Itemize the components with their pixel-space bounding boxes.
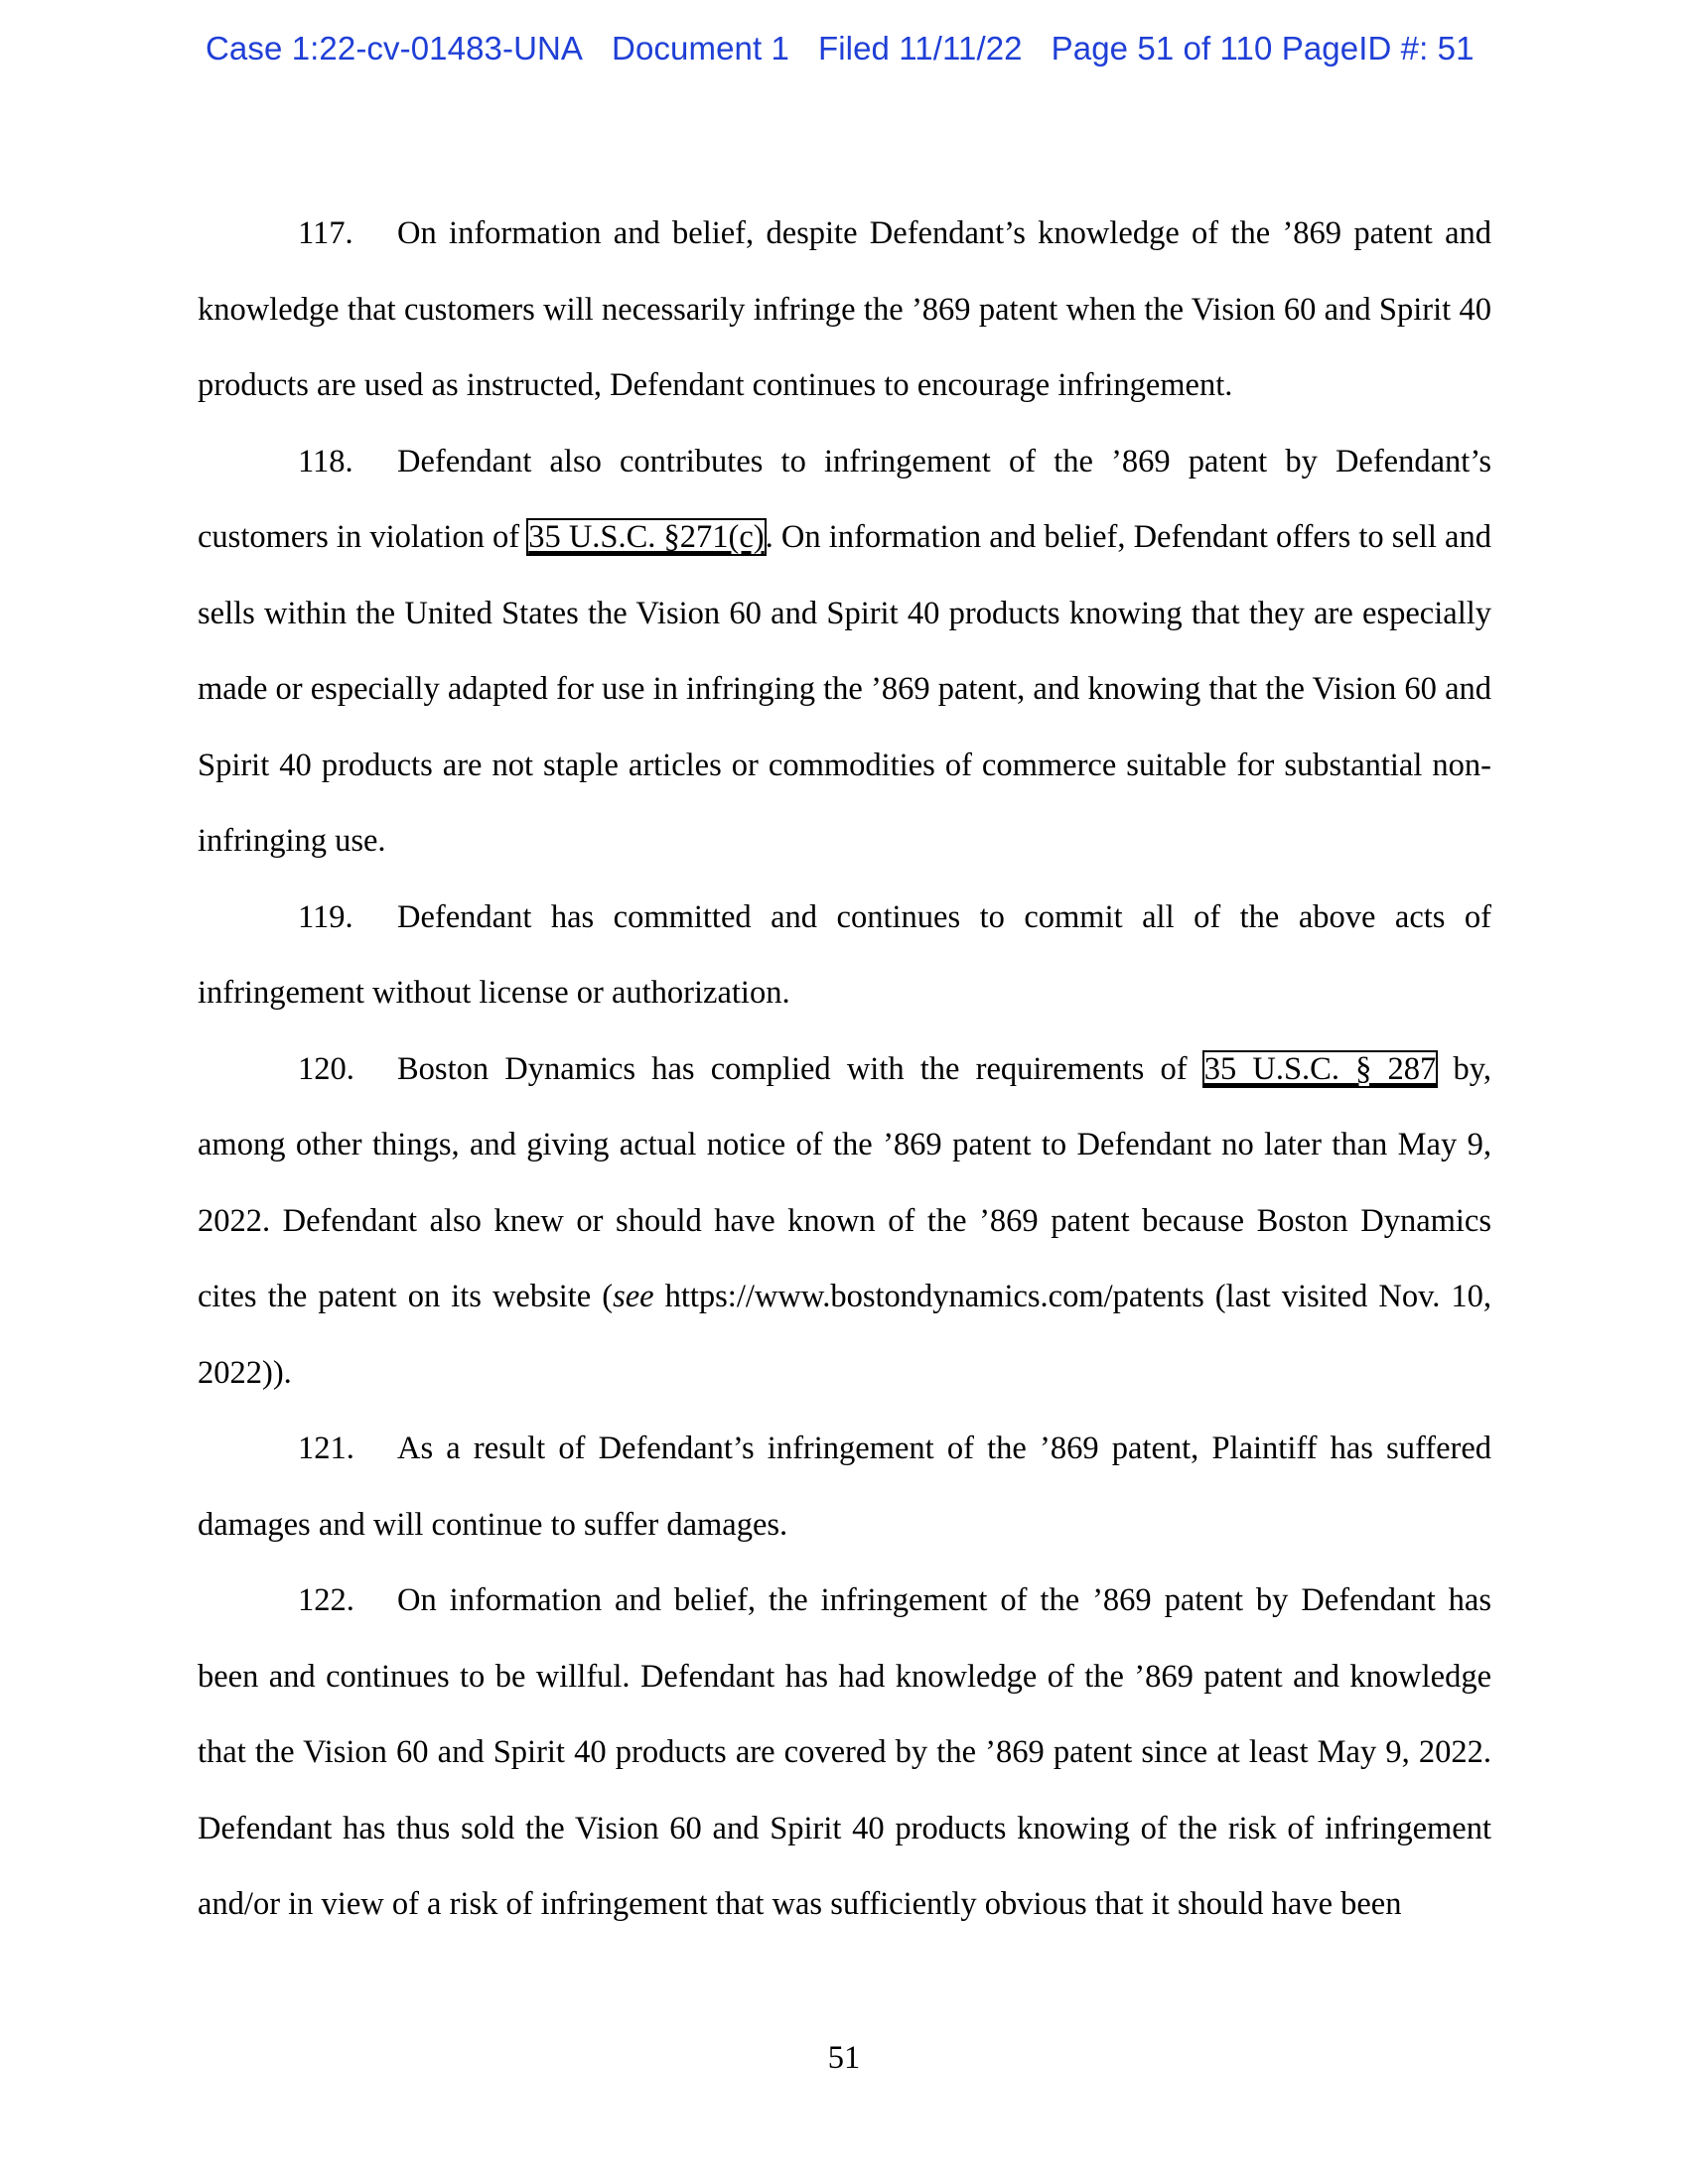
paragraph-number: 119. <box>298 898 353 935</box>
paragraph-text: Boston Dynamics has complied with the requirements of <box>397 1050 1203 1087</box>
paragraph-121 <box>198 1411 1491 1563</box>
paragraph-text: On information and belief, despite Defendant’s knowledge of the ’869 patent and knowledge that customers will necessarily infringe the ’869 patent when the Vision 60 and Spirit 40 products are used as instructed, Defendant continues to encourage infringement. <box>198 215 1491 403</box>
header-case-number: Case 1:22-cv-01483-UNA <box>206 30 584 67</box>
paragraph-text: Defendant also contributes to infringement of the ’869 patent by Defendant’s customers in violation of <box>198 443 1491 555</box>
paragraph-number: 122. <box>298 1582 354 1618</box>
paragraph-number: 120. <box>298 1050 354 1087</box>
header-document-number: Document 1 <box>612 30 789 67</box>
see-signal: see <box>613 1279 654 1314</box>
paragraph-text-continued: . On information and belief, Defendant offers to sell and sells within the United States the Vision 60 and Spirit 40 products knowing that they are especially made or especially adapted for use in infringing the ’869 patent, and knowing that the Vision 60 and Spirit 40 products are not staple articles or commodities of commerce suitable for substantial non-infringing use. <box>198 519 1491 859</box>
paragraph-122 <box>198 1563 1491 1943</box>
paragraph-text: Defendant has committed and continues to commit all of the above acts of infringement without license or authorization. <box>198 898 1491 1011</box>
paragraph-120 <box>198 1031 1491 1412</box>
header-page-info: Page 51 of 110 PageID #: 51 <box>1051 30 1475 67</box>
paragraph-text-continued: https://www.bostondynamics.com/patents (last visited Nov. 10, 2022)). <box>198 1279 1491 1391</box>
paragraph-text: As a result of Defendant’s infringement of the ’869 patent, Plaintiff has suffered damages and will continue to suffer damages. <box>198 1431 1491 1543</box>
paragraph-number: 117. <box>298 215 353 251</box>
document-body <box>198 196 1491 1943</box>
paragraph-119 <box>198 880 1491 1031</box>
paragraph-text-middle: by, among other things, and giving actual notice of the ’869 patent to Defendant no later than May 9, 2022. Defendant also knew or should have known of the ’869 patent because Boston Dynamics cites the patent on its website ( <box>198 1050 1491 1314</box>
paragraph-117 <box>198 196 1491 424</box>
paragraph-text: On information and belief, the infringement of the ’869 patent by Defendant has been and continues to be willful. Defendant has had knowledge of the ’869 patent and knowledge that the Vision 60 and Spirit 40 products are covered by the ’869 patent since at least May 9, 2022. Defendant has thus sold the Vision 60 and Spirit 40 products knowing of the risk of infringement and/or in view of a risk of infringement that was sufficiently obvious that it should have been <box>198 1582 1491 1922</box>
citation-link-271c[interactable]: 35 U.S.C. §271(c) <box>528 519 765 555</box>
paragraph-number: 121. <box>298 1431 354 1466</box>
paragraph-118 <box>198 424 1491 880</box>
header-filed-date: Filed 11/11/22 <box>817 30 1023 67</box>
page-number: 51 <box>827 2040 861 2076</box>
paragraph-number: 118. <box>298 443 353 479</box>
court-filing-header <box>206 30 1486 68</box>
citation-link-287[interactable]: 35 U.S.C. § 287 <box>1203 1050 1437 1087</box>
